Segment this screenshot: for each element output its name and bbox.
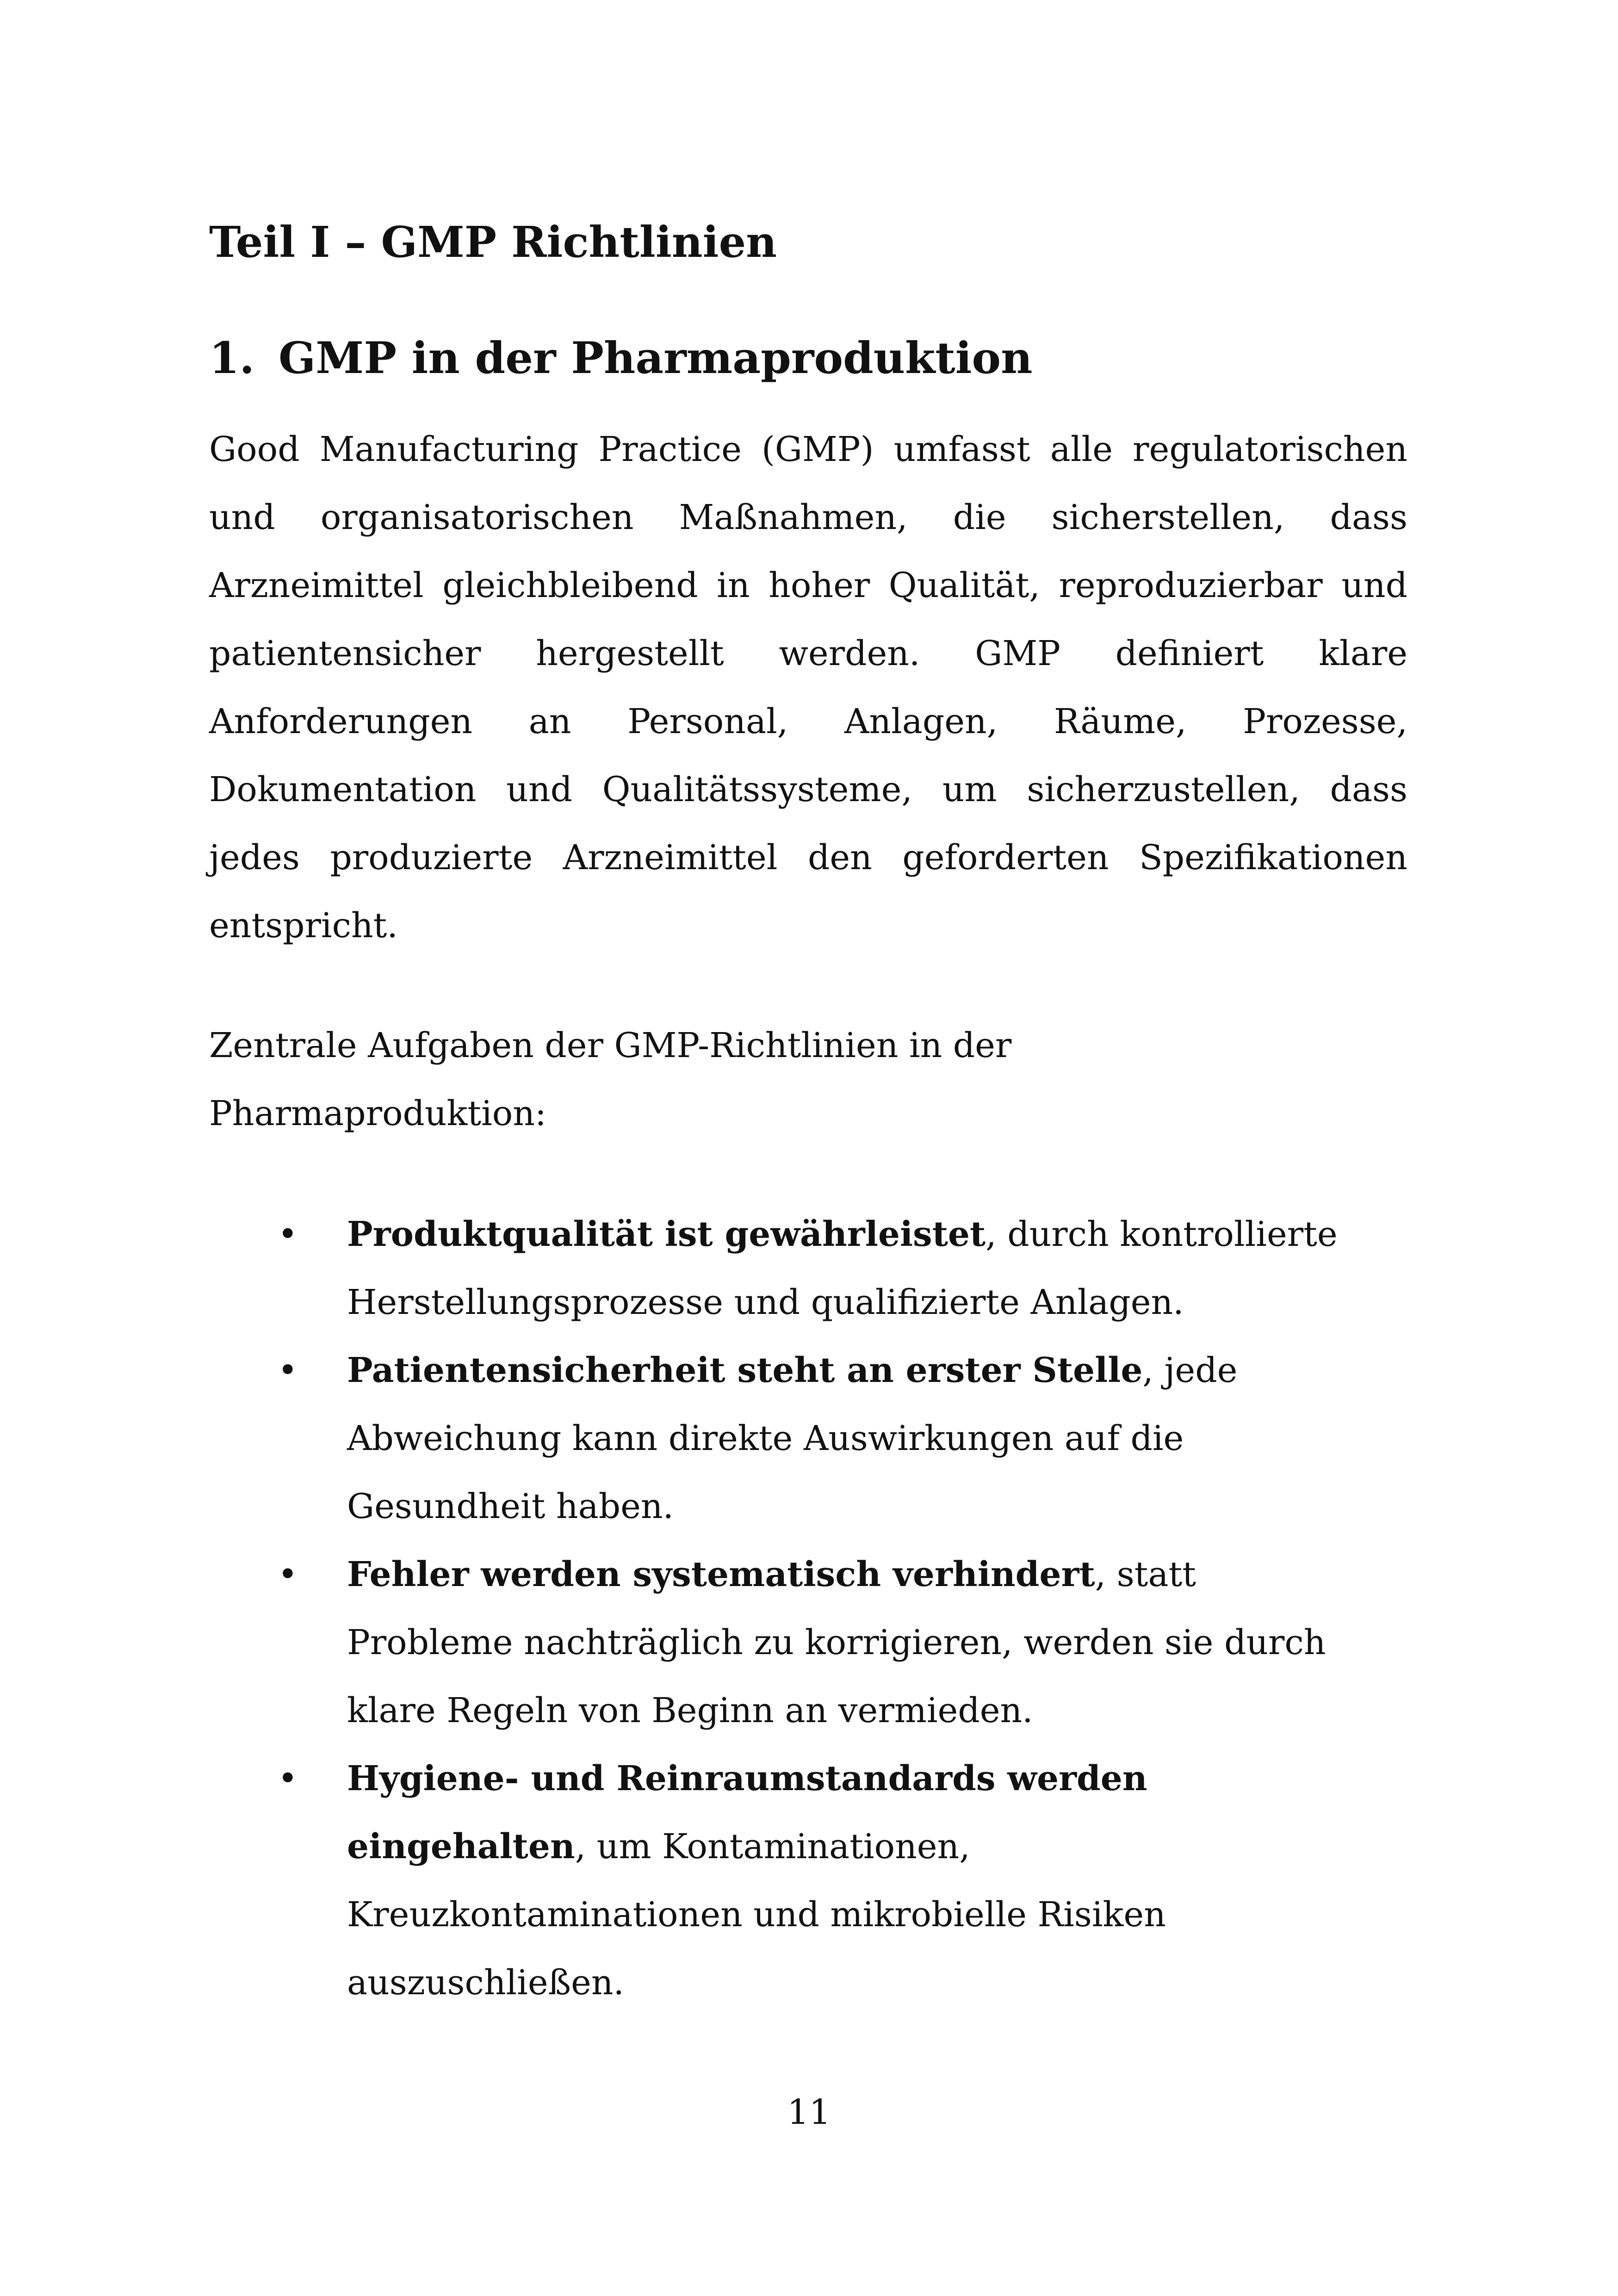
chapter-number: 1. <box>209 333 255 384</box>
bullet-text: , durch kontrollierte <box>986 1214 1338 1254</box>
bullet-text: Probleme nachträglich zu korrigieren, werden sie durch <box>347 1623 1326 1662</box>
bullet-text: , jede <box>1142 1350 1238 1390</box>
bullet-text: auszuschließen. <box>347 1963 625 2003</box>
list-item <box>209 1541 1407 1745</box>
list-item <box>209 1745 1407 2017</box>
bullet-text: , statt <box>1095 1555 1196 1594</box>
bullet-heading: Produktqualität ist gewährleistet <box>347 1214 986 1254</box>
intro-paragraph: Good Manufacturing Practice (GMP) umfasst alle regulatorischen und organisatorischen Maßnahmen, die sicherstellen, dass Arzneimittel gleichbleibend in hoher Qualität, reproduzierbar und patientensicher hergestellt werden. GMP definiert klare Anforderungen an Personal, Anlagen, Räume, Prozesse, Dokumentation und Qualitätssysteme, um sicherzustellen, dass jedes produzierte Arzneimittel den geforderten Spezifikationen entspricht. <box>209 429 1407 946</box>
bullet-list <box>209 1201 1407 2017</box>
chapter-title <box>209 332 1032 385</box>
lead-paragraph <box>209 1012 1134 1148</box>
bullet-text: Kreuzkontaminationen und mikrobielle Risiken <box>347 1895 1166 1935</box>
bullet-text: , um Kontaminationen, <box>575 1827 970 1867</box>
bullet-text: Gesundheit haben. <box>347 1487 674 1526</box>
lead-line-1: Zentrale Aufgaben der GMP-Richtlinien in der <box>209 1026 1012 1065</box>
bullet-text: Abweichung kann direkte Auswirkungen auf die <box>347 1419 1184 1458</box>
list-item <box>209 1337 1407 1541</box>
lead-line-2: Pharmaproduktion: <box>209 1094 546 1133</box>
bullet-icon: • <box>278 1555 298 1594</box>
list-item <box>209 1201 1407 1337</box>
bullet-icon: • <box>278 1214 298 1254</box>
bullet-heading: Fehler werden systematisch verhindert <box>347 1555 1095 1594</box>
chapter-title-text: GMP in der Pharmaproduktion <box>279 333 1033 384</box>
bullet-icon: • <box>278 1759 298 1798</box>
bullet-icon: • <box>278 1350 298 1390</box>
bullet-heading: Hygiene- und Reinraumstandards werden <box>347 1759 1147 1798</box>
bullet-heading: eingehalten <box>347 1827 575 1867</box>
part-title: Teil I – GMP Richtlinien <box>209 217 777 267</box>
bullet-text: klare Regeln von Beginn an vermieden. <box>347 1691 1033 1730</box>
bullet-text: Herstellungsprozesse und qualifizierte Anlagen. <box>347 1282 1184 1322</box>
bullet-heading: Patientensicherheit steht an erster Stelle <box>347 1350 1143 1390</box>
page-number: 11 <box>787 2092 831 2132</box>
